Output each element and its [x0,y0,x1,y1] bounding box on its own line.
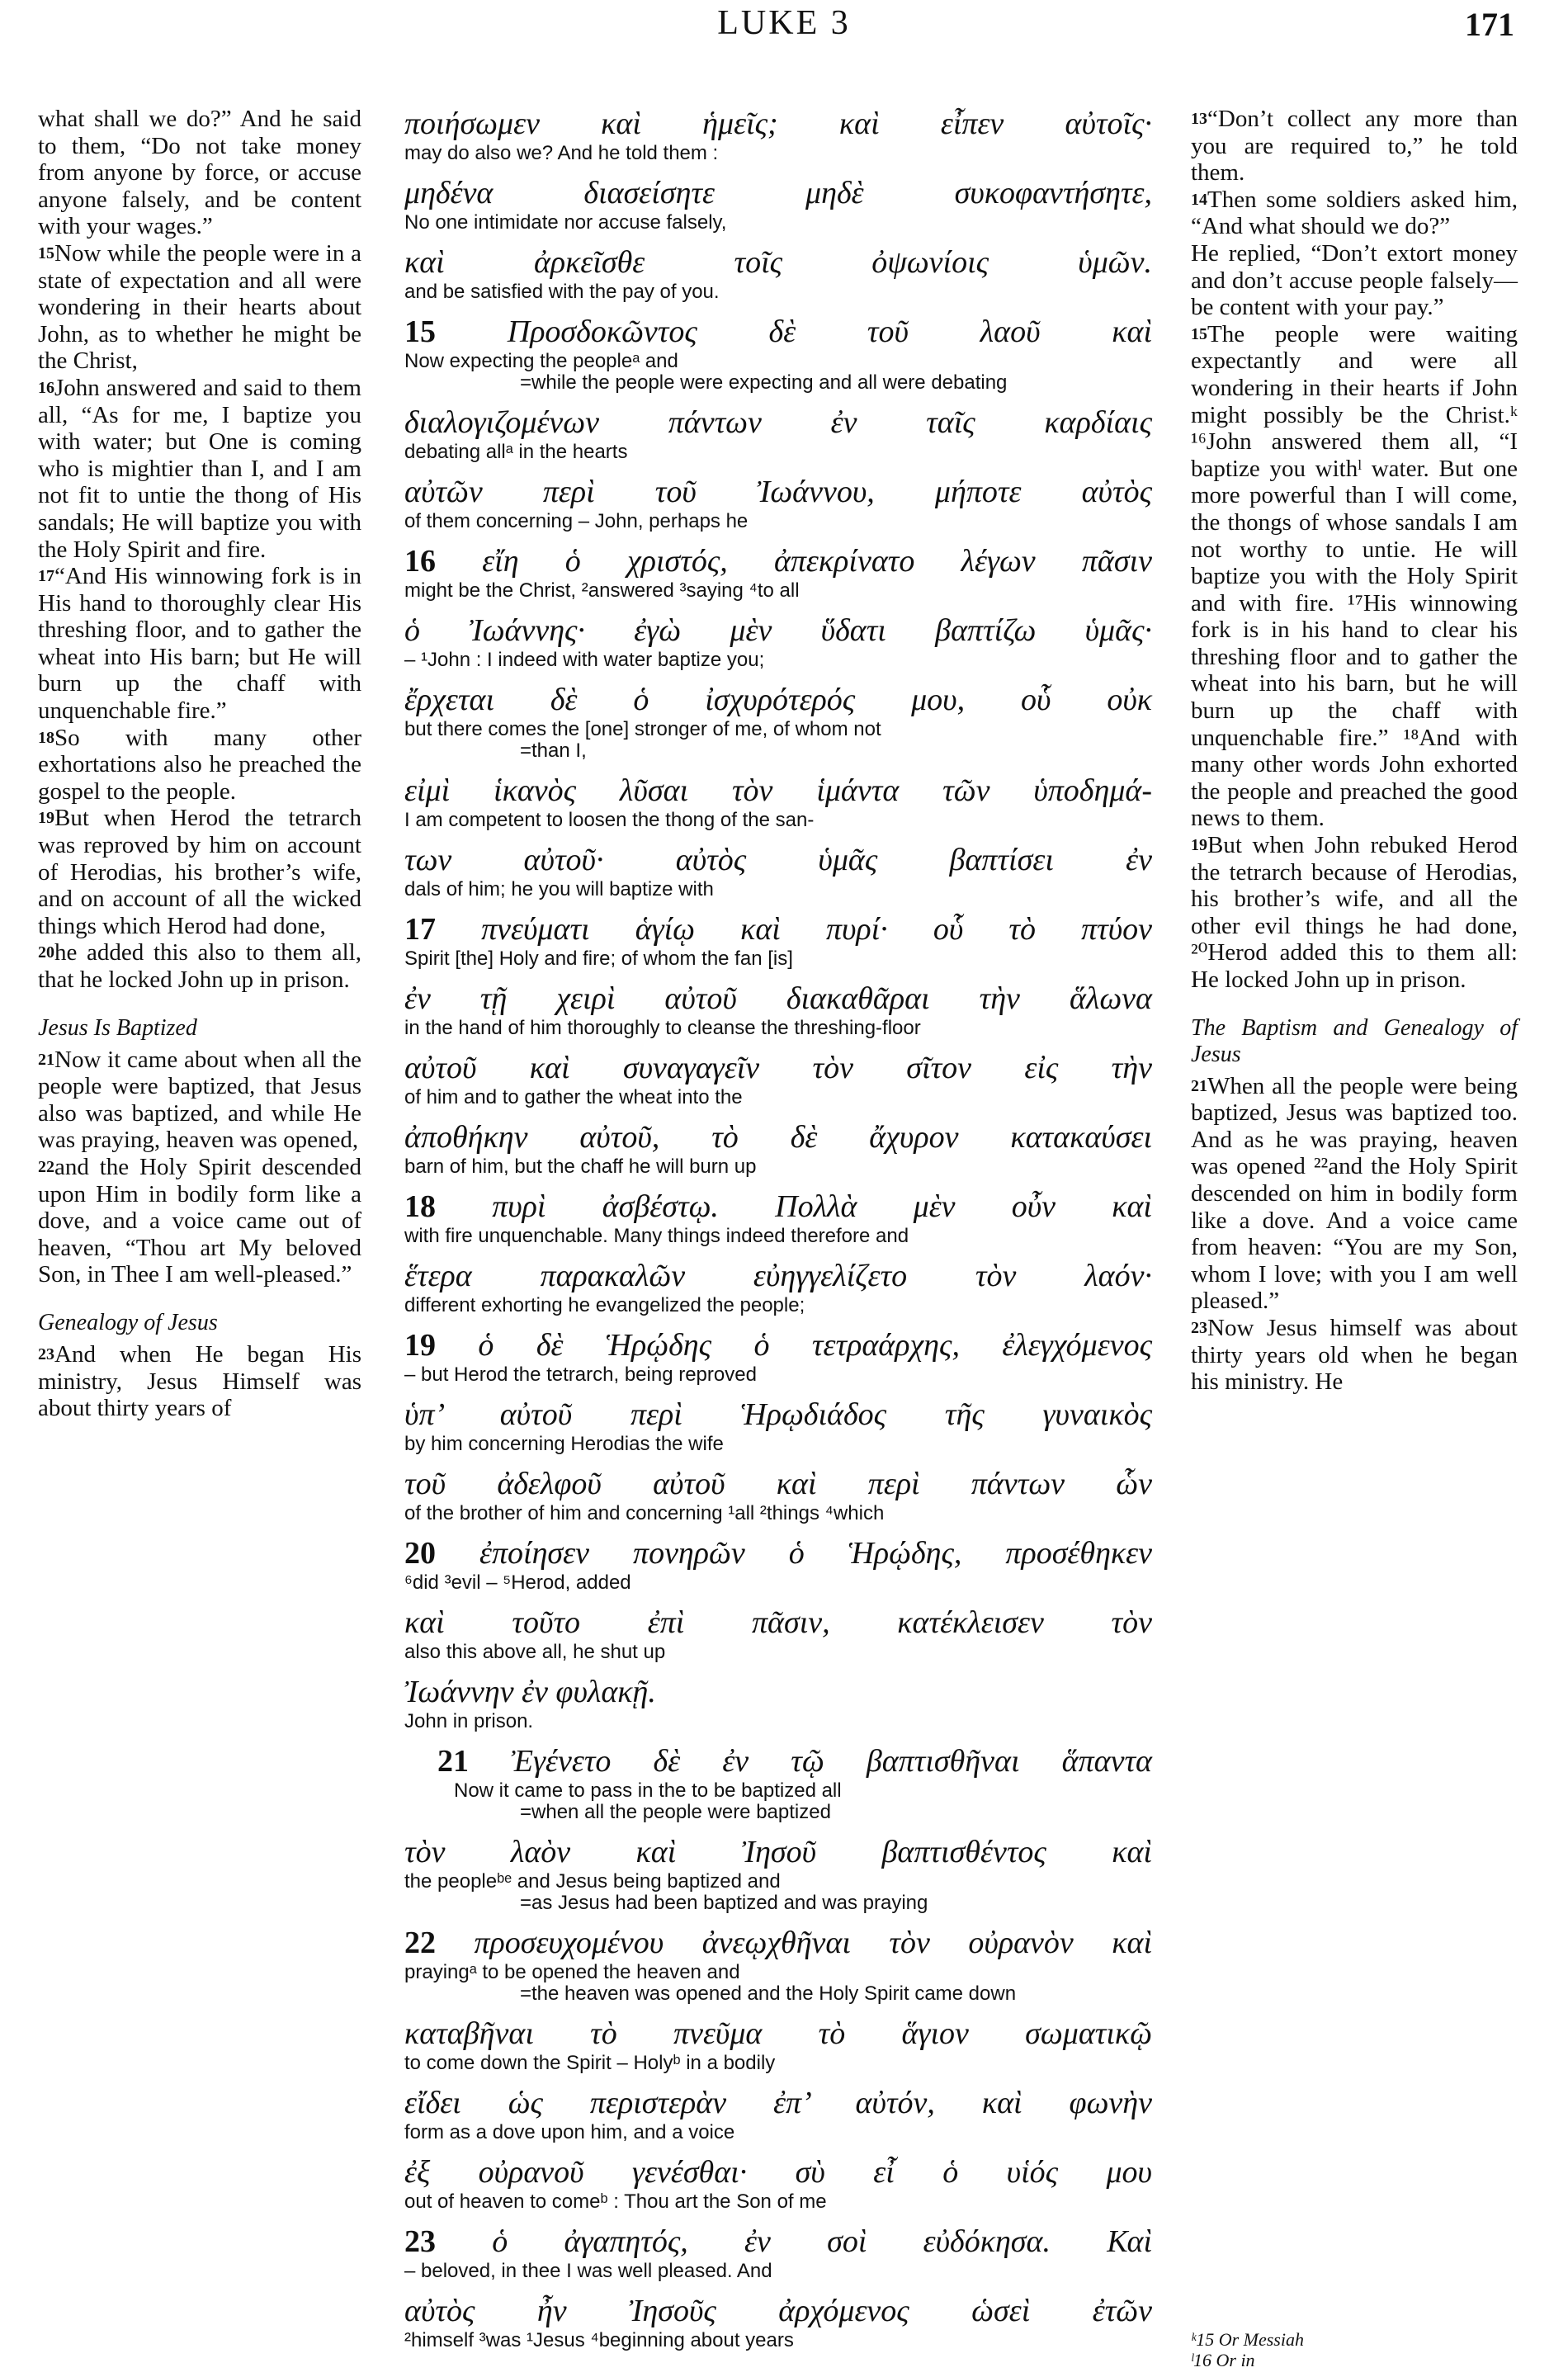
footnote: ᵏ15 Or Messiah [1191,2329,1304,2350]
greek-text: ὁ δὲ Ἡρῴδης ὁ τετραάρχης, ἐλεγχόμενος [478,1328,1152,1363]
verse-number: 15 [38,243,54,262]
greek-line [404,2223,1152,2260]
greek-line [404,1119,1152,1155]
verse-paragraph [38,805,361,939]
interlinear-line [404,404,1152,463]
greek-text: αὐτοῦ καὶ συναγαγεῖν τὸν σῖτον εἰς τὴν [404,1051,1152,1085]
greek-text: των αὐτοῦ· αὐτὸς ὑμᾶς βαπτίσει ἐν [404,843,1152,877]
verse-text: he added this also to them all, that he locked John up in prison. [38,939,361,993]
greek-line [404,314,1152,350]
interlinear-line [404,543,1152,602]
greek-text: ὑπ’ αὐτοῦ περὶ Ἡρῳδιάδος τῆς γυναικὸς [404,1397,1152,1432]
verse-paragraph [1191,240,1518,321]
greek-line [404,911,1152,947]
verse-number: 16 [38,378,54,397]
verse-text: The people were waiting expectantly and were all wondering in their hearts if John might possibly be the Christ.ᵏ ¹⁶John answered them all, “I baptize you withˡ water. But one more powerful than I will come, the thongs of whose sandals I am not worthy to untie. He will baptize you with the Holy Spirit and with fire. ¹⁷His winnowing fork is in his hand to clear his threshing floor and to gather the wheat into his barn, but he will burn up the chaff with unquenchable fire.” ¹⁸And with many other words John exhorted the people and preached the good news to them. [1191,320,1518,832]
verse-text: Now Jesus himself was about thirty years old when he began his ministry. He [1191,1314,1518,1396]
english-gloss: debating allᵃ in the hearts [404,441,628,463]
verse-number: 15 [1191,324,1207,343]
greek-line [404,2154,1152,2190]
greek-text: εἰμὶ ἱκανὸς λῦσαι τὸν ἱμάντα τῶν ὑποδημά- [404,773,1152,808]
interlinear-line [404,1674,1152,1732]
english-gloss: John in prison. [404,1710,534,1732]
greek-text: ἐξ οὐρανοῦ γενέσθαι· σὺ εἶ ὁ υἱός μου [404,2155,1152,2190]
verse-number: 13 [1191,110,1207,128]
paraphrase-gloss: =while the people were expecting and all were debating [520,371,1008,394]
greek-verse-number: 21 [437,1744,469,1779]
greek-text: πνεύματι ἁγίῳ καὶ πυρί· οὗ τὸ πτύον [481,912,1153,947]
section-heading: The Baptism and Genealogy of Jesus [1191,1014,1518,1067]
interlinear-line [404,2223,1152,2282]
greek-line [404,1396,1152,1433]
verse-text: “And His winnowing fork is in His hand to thoroughly clear His threshing floor, and to gather the wheat into His barn; but He will burn up the chaff with unquenchable fire.” [38,563,361,725]
greek-verse-number: 18 [404,1189,436,1224]
english-gloss: form as a dove upon him, and a voice [404,2121,735,2143]
verse-text: Then some soldiers asked him, “And what should we do?” [1191,186,1518,240]
greek-line [404,543,1152,579]
greek-line [404,773,1152,809]
english-gloss: I am competent to loosen the thong of the san- [404,809,815,831]
english-gloss: prayingᵃ to be opened the heaven and [404,1961,740,1983]
english-gloss: Now it came to pass in the to be baptized all [454,1779,842,1802]
interlinear-line [404,1119,1152,1178]
greek-verse-number: 19 [404,1328,436,1363]
greek-text: εἴη ὁ χριστός, ἀπεκρίνατο λέγων πᾶσιν [482,544,1153,579]
greek-line [404,1535,1152,1571]
interlinear-line [404,1604,1152,1663]
greek-line [404,842,1152,878]
verse-paragraph [38,106,361,240]
verse-number: 18 [38,728,54,747]
english-gloss: of them concerning – John, perhaps he [404,510,749,532]
english-gloss: ²himself ³was ¹Jesus ⁴beginning about years [404,2329,794,2351]
greek-text: τὸν λαὸν καὶ Ἰησοῦ βαπτισθέντος καὶ [404,1835,1152,1869]
greek-verse-number: 20 [404,1536,436,1571]
interlinear-line [404,911,1152,970]
english-gloss: and be satisfied with the pay of you. [404,281,720,303]
interlinear-line [404,1050,1152,1108]
interlinear-line [404,1925,1152,2005]
interlinear-line [404,1834,1152,1914]
greek-verse-number: 16 [404,544,436,579]
running-title: LUKE 3 [717,4,851,42]
verse-number: 19 [38,809,54,828]
verse-text: “Don’t collect any more than you are required to,” he told them. [1191,106,1518,187]
verse-text: But when Herod the tetrarch was reproved by him on account of Herodias, his brother’s wife, and on account of all the wicked things which Herod had done, [38,805,361,939]
greek-text: τοῦ ἀδελφοῦ αὐτοῦ καὶ περὶ πάντων ὧν [404,1467,1152,1501]
greek-text: καὶ ἀρκεῖσθε τοῖς ὀψωνίοις ὑμῶν. [404,245,1152,280]
greek-line [404,1604,1152,1641]
greek-text: καὶ τοῦτο ἐπὶ πᾶσιν, κατέκλεισεν τὸν [404,1605,1152,1640]
greek-text: αὐτῶν περὶ τοῦ Ἰωάννου, μήποτε αὐτὸς [404,475,1152,509]
english-gloss: Now expecting the peopleᵃ and [404,350,678,372]
greek-line [404,1743,1152,1779]
interlinear-line [404,244,1152,303]
greek-line [404,175,1152,211]
english-gloss: but there comes the [one] stronger of me, of whom not [404,718,881,740]
english-gloss: may do also we? And he told them : [404,142,719,164]
greek-line [404,2293,1152,2329]
greek-text: ποιήσωμεν καὶ ἡμεῖς; καὶ εἶπεν αὐτοῖς· [404,106,1152,141]
greek-line [404,1674,1152,1710]
greek-text: Προσδοκῶντος δὲ τοῦ λαοῦ καὶ [507,314,1153,349]
greek-verse-number: 23 [404,2224,436,2259]
interlinear-line [404,1743,1152,1823]
verse-paragraph [38,725,361,806]
interlinear-line [404,2085,1152,2143]
interlinear-greek-column [404,106,1152,2362]
english-gloss: of him and to gather the wheat into the [404,1086,743,1108]
footnote: ˡ16 Or in [1191,2350,1255,2370]
paraphrase-gloss: =as Jesus had been baptized and was praying [520,1892,928,1914]
section-heading: Genealogy of Jesus [38,1309,218,1335]
english-gloss: ⁶did ³evil – ⁵Herod, added [404,1571,631,1594]
verse-text: He replied, “Don’t extort money and don’t accuse people falsely—be content with your pay.” [1191,239,1518,321]
english-gloss: – but Herod the tetrarch, being reproved [404,1363,757,1386]
greek-text: καταβῆναι τὸ πνεῦμα τὸ ἅγιον σωματικῷ [404,2016,1152,2051]
verse-paragraph [38,939,361,993]
greek-verse-number: 17 [404,912,436,947]
greek-line [404,1327,1152,1363]
verse-paragraph [38,1341,361,1422]
greek-line [404,2015,1152,2052]
nasb-column [38,106,361,1422]
english-gloss: out of heaven to comeᵇ : Thou art the Son of me [404,2190,827,2213]
interlinear-line [404,2154,1152,2213]
english-gloss: of the brother of him and concerning ¹all ²things ⁴which [404,1502,885,1524]
greek-line [404,474,1152,510]
interlinear-line [404,474,1152,532]
greek-text: ἔρχεται δὲ ὁ ἰσχυρότερός μου, οὗ οὐκ [404,683,1152,717]
greek-line [404,106,1152,142]
interlinear-line [404,1535,1152,1594]
greek-text: εἴδει ὡς περιστερὰν ἐπ’ αὐτόν, καὶ φωνὴν [404,2086,1152,2120]
greek-line [404,404,1152,441]
verse-paragraph [38,1047,361,1154]
greek-line [404,244,1152,281]
english-gloss: dals of him; he you will baptize with [404,878,714,900]
verse-paragraph [1191,1315,1518,1396]
greek-text: αὐτὸς ἦν Ἰησοῦς ἀρχόμενος ὡσεὶ ἐτῶν [404,2294,1152,2328]
greek-verse-number: 22 [404,1926,436,1960]
english-gloss: – beloved, in thee I was well pleased. And [404,2260,772,2282]
interlinear-line [404,1466,1152,1524]
verse-number: 17 [38,567,54,586]
interlinear-line [404,2293,1152,2351]
verse-paragraph [38,240,361,375]
verse-number: 22 [38,1157,54,1176]
verse-paragraph [1191,187,1518,240]
verse-number: 14 [1191,190,1207,209]
greek-line [404,1925,1152,1961]
verse-text: And when He began His ministry, Jesus Himself was about thirty years of [38,1340,361,1422]
english-gloss: the peopleᵇᵉ and Jesus being baptized and [404,1870,781,1893]
verse-number: 21 [38,1050,54,1069]
interlinear-line [404,842,1152,900]
interlinear-line [404,1258,1152,1316]
verse-text: But when John rebuked Herod the tetrarch because of Herodias, his brother’s wife, and all the other evil things he had done, ²⁰Herod added this to them all: He locked John up in prison. [1191,832,1518,993]
verse-text: John answered and said to them all, “As for me, I baptize you with water; but One is coming who is mightier than I, and I am not fit to untie the thong of His sandals; He will baptize you with the Holy Spirit and fire. [38,374,361,563]
greek-text: προσευχομένου ἀνεῳχθῆναι τὸν οὐρανὸν καὶ [474,1926,1152,1960]
interlinear-line [404,175,1152,234]
interlinear-line [404,773,1152,831]
greek-text: ὁ ἀγαπητός, ἐν σοὶ εὐδόκησα. Καὶ [492,2224,1152,2259]
greek-line [404,1050,1152,1086]
greek-line [404,2085,1152,2121]
interlinear-line [404,612,1152,671]
verse-paragraph [1191,106,1518,187]
english-gloss: might be the Christ, ²answered ³saying ⁴to all [404,579,800,602]
interlinear-line [404,1396,1152,1455]
greek-line [404,1188,1152,1225]
interlinear-line [404,682,1152,762]
verse-number: 23 [1191,1318,1207,1337]
greek-line [404,682,1152,718]
verse-paragraph [1191,321,1518,832]
greek-text: ὁ Ἰωάννης· ἐγὼ μὲν ὕδατι βαπτίζω ὑμᾶς· [404,613,1152,648]
footnotes [1191,2329,1537,2370]
section-heading: Jesus Is Baptized [38,1014,197,1041]
interlinear-line [404,106,1152,164]
interlinear-line [404,981,1152,1039]
verse-number: 19 [1191,836,1207,855]
english-gloss: by him concerning Herodias the wife [404,1433,724,1455]
interlinear-line [404,1188,1152,1247]
verse-number: 20 [38,943,54,962]
verse-number: 21 [1191,1076,1207,1095]
english-gloss: – ¹John : I indeed with water baptize you; [404,649,765,671]
page-header [0,0,1568,58]
english-gloss: different exhorting he evangelized the people; [404,1294,805,1316]
greek-text: ἐν τῇ χειρὶ αὐτοῦ διακαθᾶραι τὴν ἅλωνα [404,981,1152,1016]
english-gloss: barn of him, but the chaff he will burn up [404,1155,757,1178]
english-gloss: Spirit [the] Holy and fire; of whom the fan [is] [404,947,793,970]
english-gloss: with fire unquenchable. Many things indeed therefore and [404,1225,909,1247]
english-gloss: No one intimidate nor accuse falsely, [404,211,727,234]
verse-text: and the Holy Spirit descended upon Him in bodily form like a dove, and a voice came out of heaven, “Thou art My beloved Son, in Thee I am well-pleased.” [38,1153,361,1288]
greek-line [404,612,1152,649]
english-gloss: to come down the Spirit – Holyᵇ in a bodily [404,2052,776,2074]
niv-column [1191,106,1518,1396]
english-gloss: also this above all, he shut up [404,1641,666,1663]
greek-line [404,1834,1152,1870]
interlinear-line [404,1327,1152,1386]
greek-text: ἕτερα παρακαλῶν εὐηγγελίζετο τὸν λαόν· [404,1259,1152,1293]
verse-text: Now while the people were in a state of expectation and all were wondering in their hearts about John, as to whether he might be the Christ, [38,239,361,375]
verse-text: When all the people were being baptized, Jesus was baptized too. And as he was praying, heaven was opened ²²and the Holy Spirit descended on him in bodily form like a dove. And a voice came from heaven: “You are my Son, whom I love; with you I am well pleased.” [1191,1072,1518,1315]
page-number: 171 [1465,6,1514,43]
verse-paragraph [38,375,361,563]
interlinear-line [404,2015,1152,2074]
greek-text: Ἰωάννην ἐν φυλακῇ. [404,1675,656,1709]
greek-text: πυρὶ ἀσβέστῳ. Πολλὰ μὲν οὖν καὶ [492,1189,1152,1224]
verse-text: what shall we do?” And he said to them, “Do not take money from anyone by force, or accuse anyone falsely, and be content with your wages.” [38,106,361,240]
paraphrase-gloss: =the heaven was opened and the Holy Spirit came down [520,1982,1017,2005]
greek-line [404,981,1152,1017]
verse-text: Now it came about when all the people were baptized, that Jesus also was baptized, and while He was praying, heaven was opened, [38,1046,361,1154]
greek-line [404,1466,1152,1502]
verse-paragraph [38,563,361,725]
verse-text: So with many other exhortations also he preached the gospel to the people. [38,724,361,805]
verse-paragraph [1191,1073,1518,1315]
paraphrase-gloss: =than I, [520,740,587,762]
greek-line [404,1258,1152,1294]
verse-paragraph [38,1154,361,1288]
greek-text: διαλογιζομένων πάντων ἐν ταῖς καρδίαις [404,405,1152,440]
greek-text: μηδένα διασείσητε μηδὲ συκοφαντήσητε, [404,176,1152,210]
verse-paragraph [1191,832,1518,994]
english-gloss: in the hand of him thoroughly to cleanse the threshing-floor [404,1017,921,1039]
paraphrase-gloss: =when all the people were baptized [520,1801,831,1823]
greek-text: ἐποίησεν πονηρῶν ὁ Ἡρῴδης, προσέθηκεν [479,1536,1153,1571]
interlinear-line [404,314,1152,394]
greek-text: Ἐγένετο δὲ ἐν τῷ βαπτισθῆναι ἅπαντα [511,1744,1152,1779]
verse-number: 23 [38,1344,54,1363]
greek-text: ἀποθήκην αὐτοῦ, τὸ δὲ ἄχυρον κατακαύσει [404,1120,1152,1155]
greek-verse-number: 15 [404,314,436,349]
